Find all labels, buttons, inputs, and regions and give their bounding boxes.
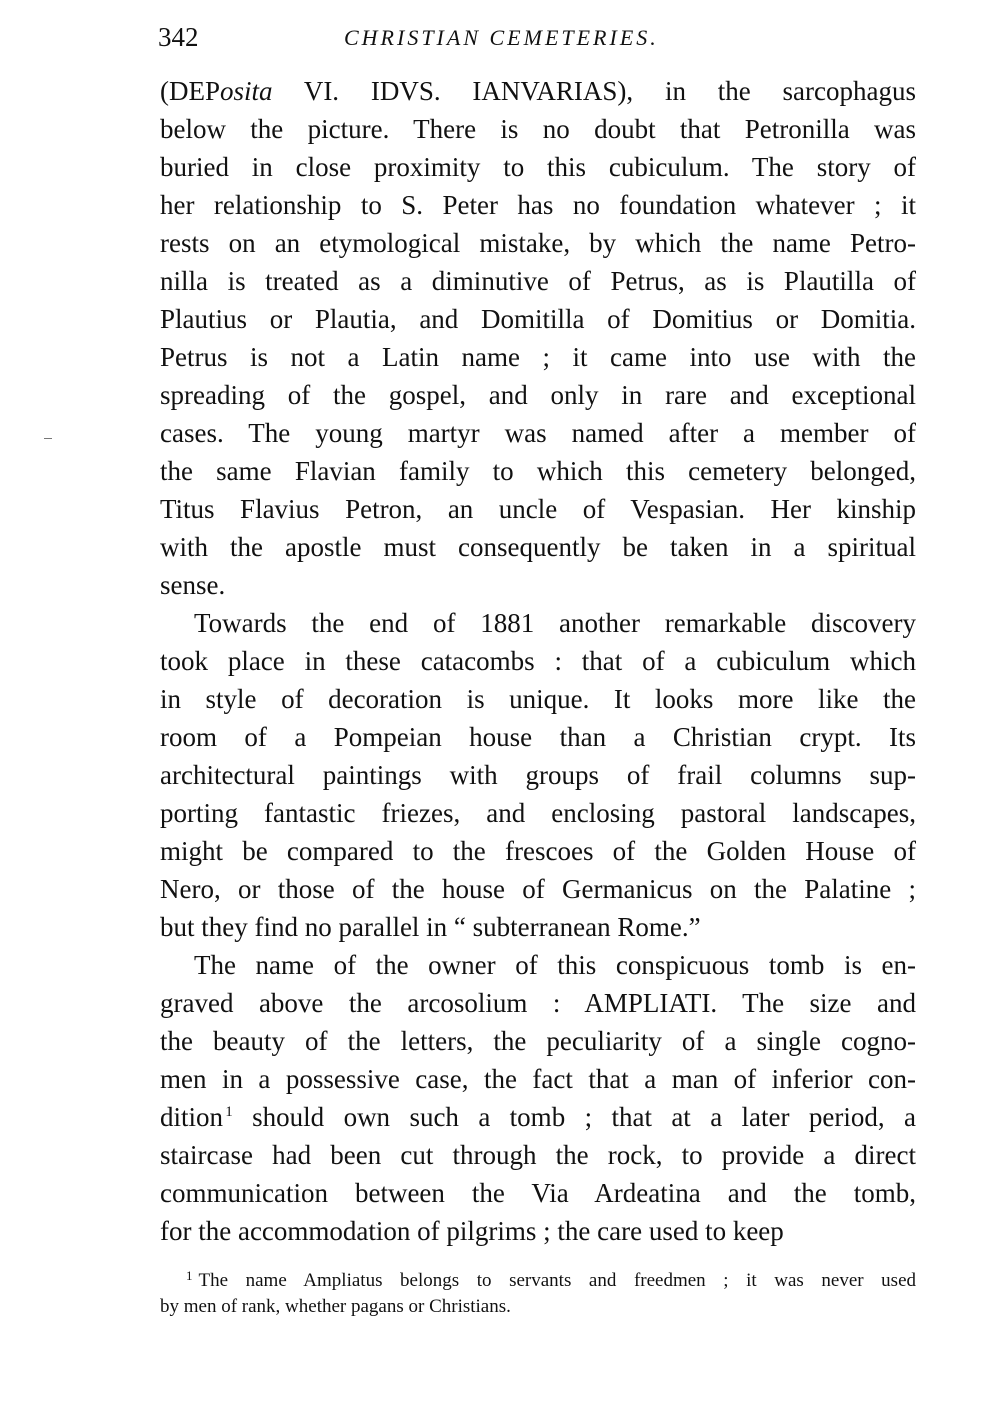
text-line: Plautius or Plautia, and Domitilla of Domitius or Domitia. [160, 304, 916, 334]
text-line: room of a Pompeian house than a Christian crypt. Its [160, 722, 916, 752]
text-line: Nero, or those of the house of Germanicus on the Palatine ; [160, 874, 916, 904]
text-line: the beauty of the letters, the peculiarity of a single cogno- [160, 1026, 916, 1056]
text-line: The name of the owner of this conspicuous tomb is en- [194, 950, 916, 980]
footnote-marker: 1 [186, 1268, 193, 1283]
paragraph-petronilla [160, 72, 916, 604]
text-line: sense. [160, 570, 226, 600]
text-line: Towards the end of 1881 another remarkable discovery [194, 608, 916, 638]
text-line: nilla is treated as a diminutive of Petrus, as is Plautilla of [160, 266, 916, 296]
text-line: in style of decoration is unique. It looks more like the [160, 684, 916, 714]
running-title: CHRISTIAN CEMETERIES. [344, 25, 659, 50]
text-line: for the accommodation of pilgrims ; the care used to keep [160, 1216, 784, 1246]
footnote-line: by men of rank, whether pagans or Christians. [160, 1296, 511, 1317]
paragraph-discovery-1881 [160, 604, 916, 946]
text-line: rests on an etymological mistake, by which the name Petro- [160, 228, 916, 258]
text-line: Titus Flavius Petron, an uncle of Vespasian. Her kinship [160, 494, 916, 524]
text-line: below the picture. There is no doubt that Petronilla was [160, 114, 916, 144]
text-line: the same Flavian family to which this cemetery belonged, [160, 456, 916, 486]
text-line: porting fantastic friezes, and enclosing pastoral landscapes, [160, 798, 916, 828]
text-line: her relationship to S. Peter has no foundation whatever ; it [160, 190, 916, 220]
footnote-line [160, 1268, 916, 1294]
text-line: might be compared to the frescoes of the Golden House of [160, 836, 916, 866]
text-line: men in a possessive case, the fact that a man of inferior con- [160, 1064, 916, 1094]
paragraph-ampliatus [160, 946, 916, 1250]
text-fragment: dition [160, 1102, 224, 1132]
text-line: spreading of the gospel, and only in rare and exceptional [160, 380, 916, 410]
text-line: graved above the arcosolium : AMPLIATI. The size and [160, 988, 916, 1018]
margin-mark [44, 438, 52, 439]
text-line: Petrus is not a Latin name ; it came into use with the [160, 342, 916, 372]
text-line: with the apostle must consequently be taken in a spiritual [160, 532, 916, 562]
text-line: took place in these catacombs : that of a cubiculum which [160, 646, 916, 676]
text-line: communication between the Via Ardeatina and the tomb, [160, 1178, 916, 1208]
text-line: (DEPosita VI. IDVS. IANVARIAS), in the sarcophagus [160, 76, 916, 106]
text-line: architectural paintings with groups of frail columns sup- [160, 760, 916, 790]
page-number: 342 [158, 22, 199, 52]
text-fragment: should own such a tomb ; that at a later period, a [252, 1102, 916, 1132]
running-head [158, 20, 918, 54]
text-line-with-footnote [160, 1098, 916, 1136]
footnote-reference: 1 [225, 1104, 233, 1120]
body-text [160, 72, 916, 1250]
footnote-text: The name Ampliatus belongs to servants and freedmen ; it was never used [198, 1270, 916, 1291]
text-line: cases. The young martyr was named after a member of [160, 418, 916, 448]
italic-fragment: osita [220, 76, 273, 106]
footnotes [160, 1268, 916, 1320]
text-line: buried in close proximity to this cubiculum. The story of [160, 152, 916, 182]
text-line: but they find no parallel in “ subterranean Rome.” [160, 912, 701, 942]
text-line: staircase had been cut through the rock, to provide a direct [160, 1140, 916, 1170]
